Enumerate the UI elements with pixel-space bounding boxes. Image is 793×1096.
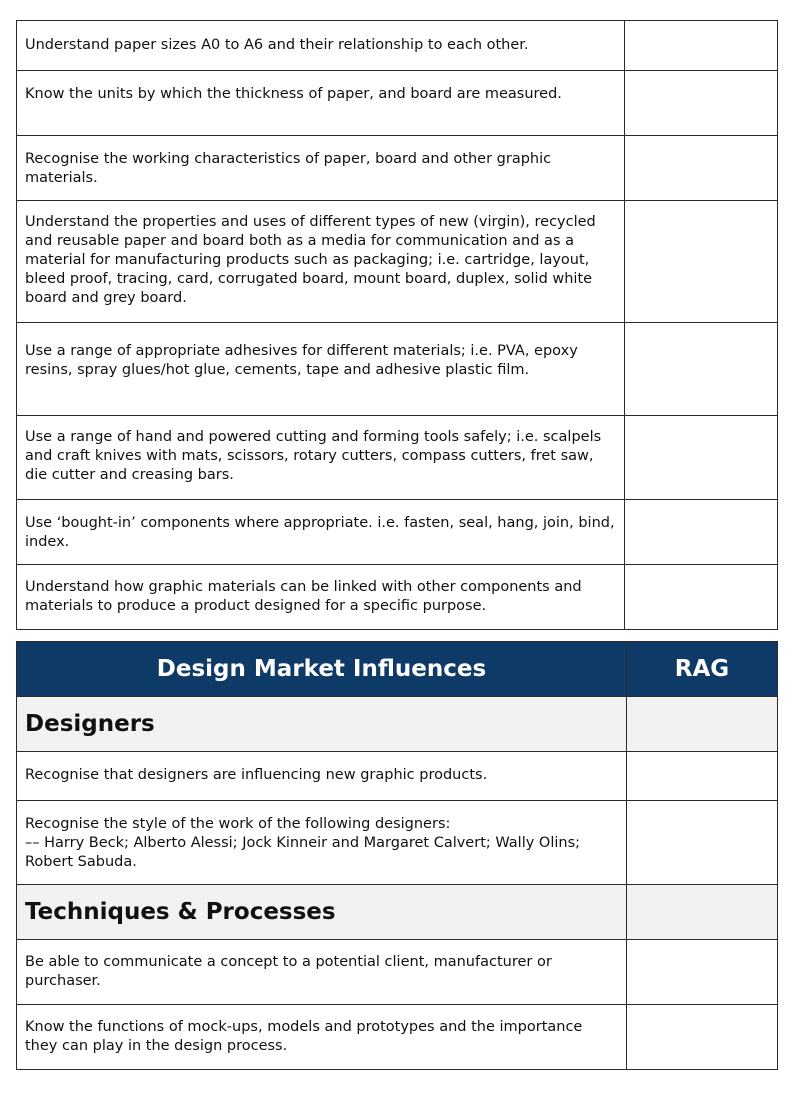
table-row (17, 416, 778, 500)
rag-cell[interactable] (627, 752, 778, 801)
row-description: Understand the properties and uses of different types of new (virgin), recycled and reusable paper and board both as a media for communication and as a material for manufacturing products such as packaging; i.e. cartridge, layout, bleed proof, tracing, card, corrugated board, mount board, duplex, solid white board and grey board. (17, 201, 625, 323)
row-description: Recognise the working characteristics of paper, board and other graphic materials. (17, 136, 625, 201)
row-description: Recognise the style of the work of the following designers: –– Harry Beck; Alberto Alessi; Jock Kinneir and Margaret Calvert; Wally Olins; Robert Sabuda. (17, 801, 627, 885)
row-description: Use a range of appropriate adhesives for different materials; i.e. PVA, epoxy resins, spray glues/hot glue, cements, tape and adhesive plastic film. (17, 323, 625, 416)
row-description: Recognise that designers are influencing new graphic products. (17, 752, 627, 801)
row-description: Use ‘bought-in’ components where appropriate. i.e. fasten, seal, hang, join, bind, index. (17, 500, 625, 565)
table-row (17, 565, 778, 630)
table-row (17, 940, 778, 1005)
table-row (17, 752, 778, 801)
rag-cell[interactable] (625, 500, 778, 565)
rag-cell (627, 697, 778, 752)
row-description: Understand how graphic materials can be linked with other components and materials to produce a product designed for a specific purpose. (17, 565, 625, 630)
section-title: Techniques & Processes (17, 885, 627, 940)
rag-cell[interactable] (625, 201, 778, 323)
table-header-row (17, 642, 778, 697)
rag-cell[interactable] (625, 136, 778, 201)
row-description: Use a range of hand and powered cutting and forming tools safely; i.e. scalpels and craft knives with mats, scissors, rotary cutters, compass cutters, fret saw, die cutter and creasing bars. (17, 416, 625, 500)
rag-cell[interactable] (627, 940, 778, 1005)
section-title: Designers (17, 697, 627, 752)
rag-cell[interactable] (625, 416, 778, 500)
table-row (17, 323, 778, 416)
row-description: Know the units by which the thickness of paper, and board are measured. (17, 71, 625, 136)
rag-cell (627, 885, 778, 940)
table-row (17, 21, 778, 71)
row-description: Be able to communicate a concept to a potential client, manufacturer or purchaser. (17, 940, 627, 1005)
table-row (17, 136, 778, 201)
rag-cell[interactable] (625, 21, 778, 71)
row-description: Understand paper sizes A0 to A6 and their relationship to each other. (17, 21, 625, 71)
table-row (17, 201, 778, 323)
rag-cell[interactable] (627, 801, 778, 885)
rag-cell[interactable] (625, 323, 778, 416)
row-description: Know the functions of mock-ups, models and prototypes and the importance they can play in the design process. (17, 1005, 627, 1070)
column-header-rag: RAG (627, 642, 778, 697)
rag-cell[interactable] (625, 565, 778, 630)
rag-cell[interactable] (627, 1005, 778, 1070)
section-row-designers (17, 697, 778, 752)
section-row-techniques (17, 885, 778, 940)
column-header-topic: Design Market Influences (17, 642, 627, 697)
table-row (17, 1005, 778, 1070)
table-row (17, 500, 778, 565)
table-row (17, 801, 778, 885)
table-row (17, 71, 778, 136)
rag-cell[interactable] (625, 71, 778, 136)
design-market-table (16, 641, 778, 1070)
materials-table (16, 20, 778, 630)
